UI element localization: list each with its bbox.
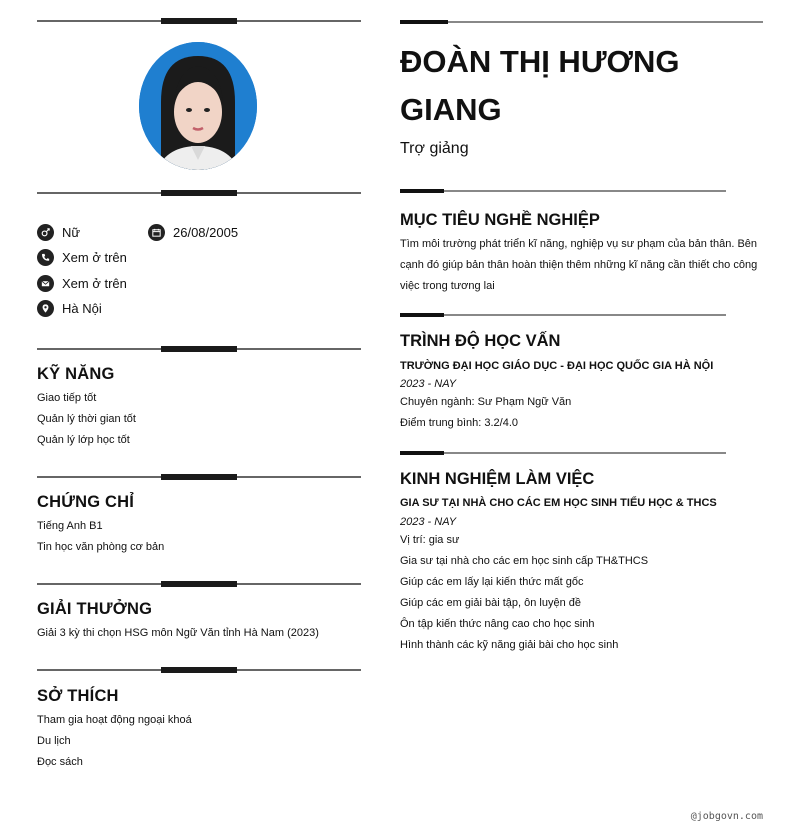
divider bbox=[37, 663, 361, 677]
list-item: Gia sư tại nhà cho các em học sinh cấp TH&THCS bbox=[400, 555, 649, 567]
hobbies-title: SỞ THÍCH bbox=[37, 687, 119, 705]
contact-gender bbox=[37, 221, 80, 243]
list-item: Điểm trung bình: 3.2/4.0 bbox=[400, 417, 519, 429]
gender-value: Nữ bbox=[62, 224, 81, 240]
contact-phone bbox=[37, 246, 127, 268]
divider bbox=[37, 342, 361, 356]
divider bbox=[37, 577, 361, 591]
list-item: Giúp các em lấy lại kiến thức mất gốc bbox=[400, 576, 584, 588]
contact-dob bbox=[148, 221, 238, 243]
phone-value: Xem ở trên bbox=[62, 249, 127, 265]
awards-list bbox=[37, 623, 319, 644]
divider bbox=[37, 470, 361, 484]
list-item: Tham gia hoạt động ngoại khoá bbox=[37, 714, 192, 726]
education-details bbox=[400, 392, 763, 434]
divider bbox=[400, 17, 763, 27]
location-pin-icon bbox=[37, 300, 54, 317]
job-role: Trợ giảng bbox=[400, 140, 469, 157]
list-item: Vị trí: gia sư bbox=[400, 534, 460, 546]
awards-title: GIẢI THƯỞNG bbox=[37, 600, 153, 618]
footer-watermark: @jobgovn.com bbox=[690, 811, 763, 822]
divider bbox=[400, 186, 726, 196]
hobbies-list bbox=[37, 710, 192, 773]
divider bbox=[400, 448, 726, 458]
address-value: Hà Nội bbox=[62, 300, 102, 316]
dob-value: 26/08/2005 bbox=[173, 224, 239, 240]
list-item: Chuyên ngành: Sư Phạm Ngữ Văn bbox=[400, 396, 572, 408]
list-item: Du lịch bbox=[37, 735, 71, 747]
skills-list bbox=[37, 388, 136, 451]
avatar-photo bbox=[139, 42, 257, 170]
certificates-list bbox=[37, 516, 164, 558]
full-name: ĐOÀN THỊ HƯƠNG GIANG bbox=[400, 44, 680, 127]
objective-text: Tìm môi trường phát triển kĩ năng, nghiệp vụ sư phạm của bản thân. Bên cạnh đó giúp bản thân hoàn thiện thêm những kĩ năng cần thiết cho công việc trong tương lai bbox=[400, 238, 758, 292]
divider bbox=[37, 14, 361, 28]
list-item: Hình thành các kỹ năng giải bài cho học sinh bbox=[400, 639, 619, 651]
list-item: Tin học văn phòng cơ bản bbox=[37, 541, 165, 553]
divider bbox=[400, 310, 726, 320]
experience-period: 2023 - NAY bbox=[400, 516, 457, 528]
email-value: Xem ở trên bbox=[62, 275, 127, 291]
certificates-title: CHỨNG CHỈ bbox=[37, 493, 135, 511]
contact-email bbox=[37, 272, 127, 294]
list-item: Tiếng Anh B1 bbox=[37, 520, 103, 532]
list-item: Giao tiếp tốt bbox=[37, 392, 97, 404]
list-item: Giải 3 kỳ thi chọn HSG môn Ngữ Văn tỉnh Hà Nam (2023) bbox=[37, 627, 319, 639]
list-item: Ôn tập kiến thức nâng cao cho học sinh bbox=[400, 618, 595, 630]
divider bbox=[37, 186, 361, 200]
experience-title: KINH NGHIỆM LÀM VIỆC bbox=[400, 470, 595, 488]
list-item: Giúp các em giải bài tập, ôn luyện đề bbox=[400, 597, 582, 609]
calendar-icon bbox=[148, 224, 165, 241]
education-school: TRƯỜNG ĐẠI HỌC GIÁO DỤC - ĐẠI HỌC QUỐC GIA HÀ NỘI bbox=[400, 360, 714, 372]
education-period: 2023 - NAY bbox=[400, 378, 457, 390]
gender-icon bbox=[37, 224, 54, 241]
email-icon bbox=[37, 275, 54, 292]
list-item: Quản lý thời gian tốt bbox=[37, 413, 136, 425]
list-item: Quản lý lớp học tốt bbox=[37, 434, 130, 446]
objective-title: MỤC TIÊU NGHỀ NGHIỆP bbox=[400, 211, 600, 229]
phone-icon bbox=[37, 249, 54, 266]
skills-title: KỸ NĂNG bbox=[37, 365, 115, 383]
experience-job: GIA SƯ TẠI NHÀ CHO CÁC EM HỌC SINH TIỂU HỌC & THCS bbox=[400, 497, 717, 509]
list-item: Đọc sách bbox=[37, 756, 83, 768]
avatar bbox=[139, 42, 257, 170]
education-title: TRÌNH ĐỘ HỌC VẤN bbox=[400, 332, 561, 350]
experience-details bbox=[400, 530, 763, 656]
contact-address bbox=[37, 297, 102, 319]
